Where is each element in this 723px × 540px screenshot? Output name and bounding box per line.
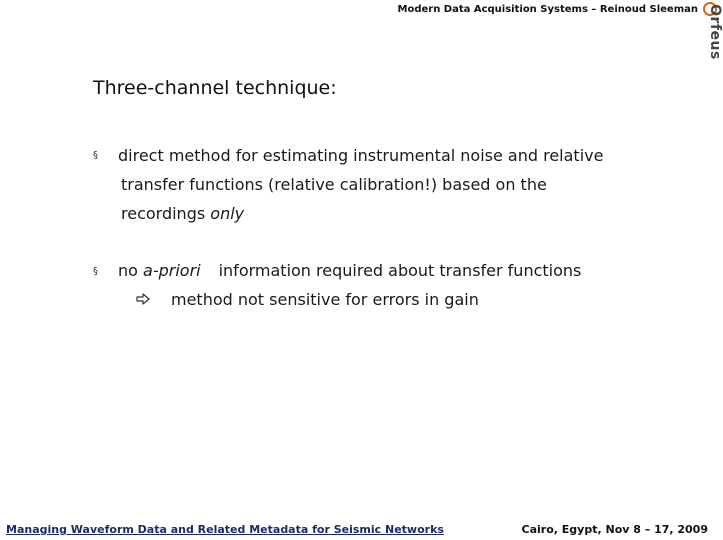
- footer-date: Cairo, Egypt, Nov 8 – 17, 2009: [521, 523, 708, 536]
- arrow-right-outline-icon: [136, 293, 150, 305]
- bullet1-line1: direct method for estimating instrumental noise and relative: [118, 146, 604, 165]
- bullet1-line3: [121, 204, 244, 223]
- header-text: Modern Data Acquisition Systems – Reinoud Sleeman: [397, 4, 698, 15]
- bullet2-prefix: no: [118, 261, 144, 280]
- bullet2-subtext: method not sensitive for errors in gain: [171, 290, 479, 309]
- bullet2-line: [118, 261, 581, 280]
- bullet2-suffix: information required about transfer functions: [218, 261, 582, 280]
- orfeus-logo: [701, 2, 723, 62]
- bullet-marker-1: §: [93, 150, 98, 161]
- bullet1-line3-prefix: recordings: [121, 204, 211, 223]
- footer-link[interactable]: Managing Waveform Data and Related Metadata for Seismic Networks: [6, 523, 444, 536]
- slide-title: Three-channel technique:: [93, 77, 337, 99]
- bullet1-line3-italic: only: [210, 204, 245, 223]
- bullet-marker-2: §: [93, 266, 98, 277]
- bullet2-italic: a-priori: [143, 261, 201, 280]
- bullet1-line2: transfer functions (relative calibration!) based on the: [121, 175, 547, 194]
- logo-text: Orfeus: [706, 4, 723, 60]
